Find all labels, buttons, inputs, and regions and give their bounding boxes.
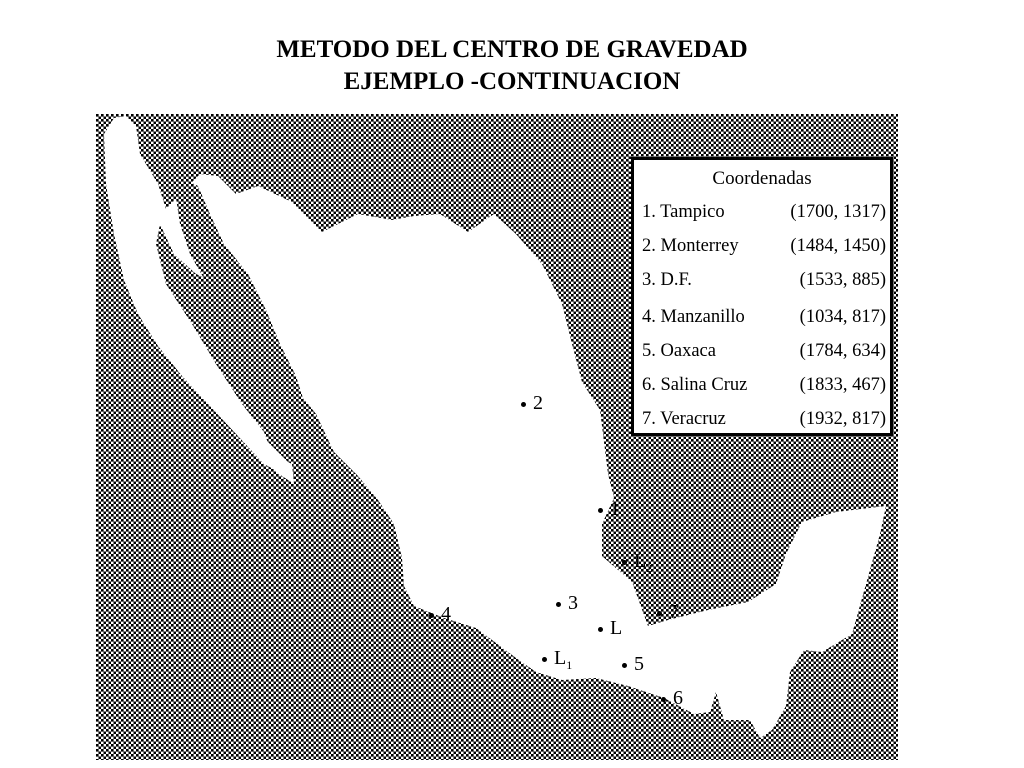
legend-coords: (1034, 817) [799, 307, 886, 327]
legend-coords: (1784, 634) [799, 341, 886, 361]
dot-icon [598, 508, 603, 513]
legend-city: 1. Tampico [642, 202, 725, 222]
marker-label: 6 [673, 687, 683, 709]
legend-row [642, 270, 892, 300]
dot-icon [622, 560, 627, 565]
title-line-1: METODO DEL CENTRO DE GRAVEDAD [276, 36, 748, 63]
dot-icon [542, 657, 547, 662]
legend-coords: (1932, 817) [799, 409, 886, 429]
marker-veracruz [657, 601, 679, 624]
marker-l1 [542, 647, 572, 673]
legend-row [642, 409, 892, 439]
legend-row [642, 307, 892, 337]
legend-city: 5. Oaxaca [642, 341, 716, 361]
marker-label: L [610, 617, 623, 639]
legend-city: 6. Salina Cruz [642, 375, 748, 395]
dot-icon [657, 611, 662, 616]
marker-label: 4 [441, 603, 451, 625]
legend-row [642, 202, 892, 232]
marker-label: 5 [634, 653, 644, 675]
dot-icon [661, 697, 666, 702]
dot-icon [521, 402, 526, 407]
marker-df [556, 592, 578, 615]
dot-icon [622, 663, 627, 668]
marker-subscript: 1 [566, 658, 573, 672]
marker-oaxaca [622, 653, 644, 676]
title-line-2: EJEMPLO -CONTINUACION [343, 68, 681, 95]
legend-city: 4. Manzanillo [642, 307, 745, 327]
legend-city: 3. D.F. [642, 270, 692, 290]
legend-heading: Coordenadas [712, 168, 812, 189]
legend-coords: (1700, 1317) [790, 202, 886, 222]
marker-label: L [634, 550, 647, 572]
legend-coords: (1484, 1450) [790, 236, 886, 256]
legend-row [642, 236, 892, 266]
dot-icon [429, 613, 434, 618]
marker-l2 [622, 550, 652, 576]
marker-label: 7 [669, 601, 679, 623]
legend-coords: (1833, 467) [799, 375, 886, 395]
marker-label: L [554, 647, 567, 669]
dot-icon [556, 602, 561, 607]
legend-city: 7. Veracruz [642, 409, 726, 429]
legend-city: 2. Monterrey [642, 236, 739, 256]
marker-tampico [598, 498, 620, 521]
marker-label: 3 [568, 592, 578, 614]
marker-label: 1 [610, 498, 620, 520]
dot-icon [598, 627, 603, 632]
marker-manzanillo [429, 603, 451, 626]
coordinates-legend [631, 157, 893, 436]
marker-label: 2 [533, 392, 543, 414]
marker-subscript: 2 [646, 561, 653, 575]
marker-monterrey [521, 392, 543, 415]
slide-title [0, 34, 1024, 98]
marker-l [598, 617, 622, 640]
legend-coords: (1533, 885) [799, 270, 886, 290]
legend-row [642, 341, 892, 371]
marker-salina-cruz [661, 687, 683, 710]
legend-row [642, 375, 892, 405]
